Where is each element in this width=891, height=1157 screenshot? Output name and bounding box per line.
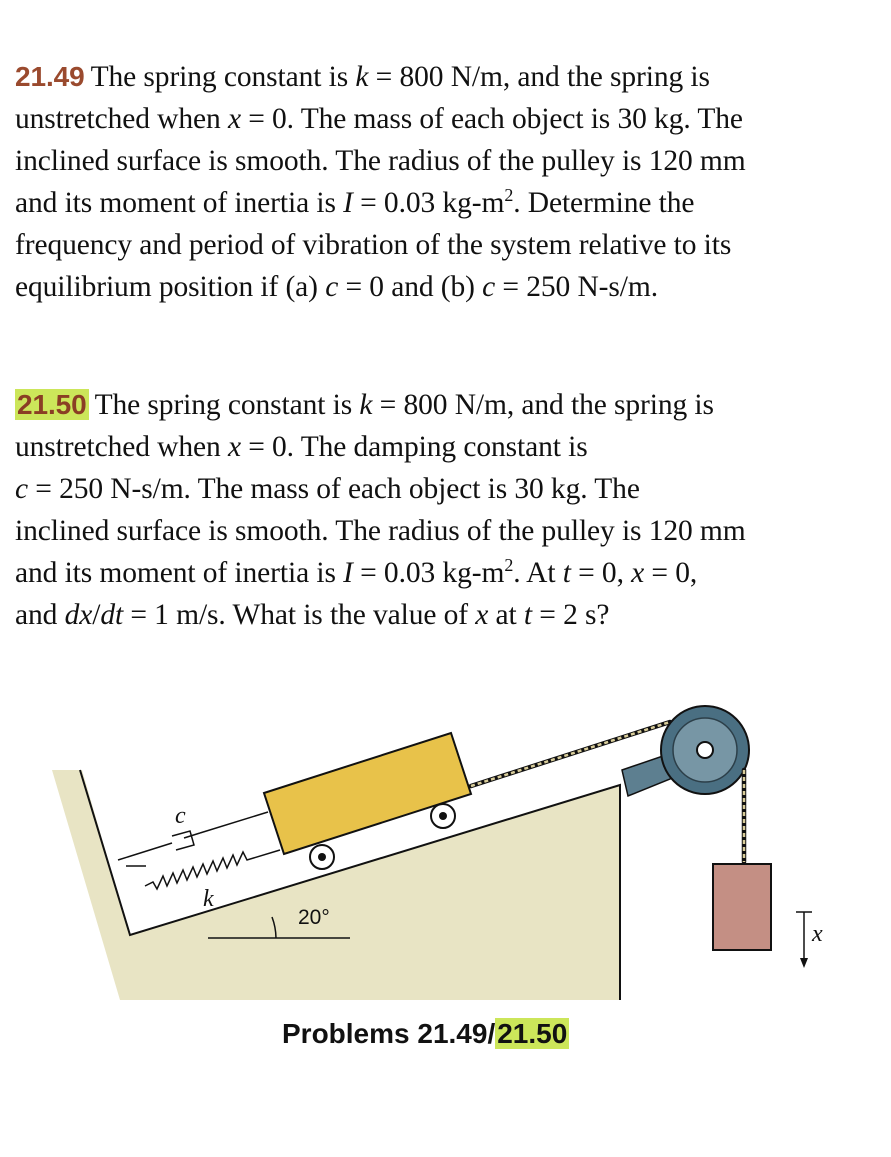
figure-caption: Problems 21.49/21.50 <box>282 1018 568 1049</box>
angle-label: 20° <box>298 906 330 929</box>
damper-label: c <box>175 803 186 829</box>
block-wheel <box>431 804 455 828</box>
problem-line: and its moment of inertia is I = 0.03 $kg-m^2$. At t = 0, x = 0, <box>15 555 698 589</box>
problem-21-50 <box>15 384 881 636</box>
x-label: x <box>812 921 823 947</box>
pulley <box>661 706 749 794</box>
problem-line: equilibrium position if (a) c = 0 and (b) c = 250 N-s/m. <box>15 271 658 303</box>
block-wheel <box>310 845 334 869</box>
damper <box>118 812 268 860</box>
hanging-mass <box>713 864 771 950</box>
problem-line: unstretched when x = 0. The mass of each object is 30 kg. The <box>15 103 743 135</box>
problem-line: and its moment of inertia is I = 0.03 $kg-m^2$. Determine the <box>15 185 695 219</box>
problem-line: 21.50 The spring constant is k = 800 N/m, and the spring is <box>17 389 714 421</box>
sliding-block <box>264 733 471 854</box>
spring-label: k <box>203 886 214 912</box>
spring-mass-pulley-figure <box>0 680 891 1010</box>
spring <box>145 850 280 889</box>
problem-line: 21.49 The spring constant is k = 800 N/m, and the spring is <box>15 61 710 93</box>
problem-line: inclined surface is smooth. The radius of the pulley is 120 mm <box>15 145 746 177</box>
problem-line: and dx/dt = 1 m/s. What is the value of x at t = 2 s? <box>15 599 610 631</box>
problem-number: 21.49 <box>15 61 85 92</box>
problem-21-49 <box>15 56 881 308</box>
x-coordinate-arrow <box>796 912 812 968</box>
problem-line: unstretched when x = 0. The damping constant is <box>15 431 588 463</box>
problem-line: c = 250 N-s/m. The mass of each object is 30 kg. The <box>15 473 640 505</box>
problem-line: frequency and period of vibration of the system relative to its <box>15 229 732 261</box>
problem-line: inclined surface is smooth. The radius of the pulley is 120 mm <box>15 515 746 547</box>
problem-number: 21.50 <box>17 389 87 420</box>
